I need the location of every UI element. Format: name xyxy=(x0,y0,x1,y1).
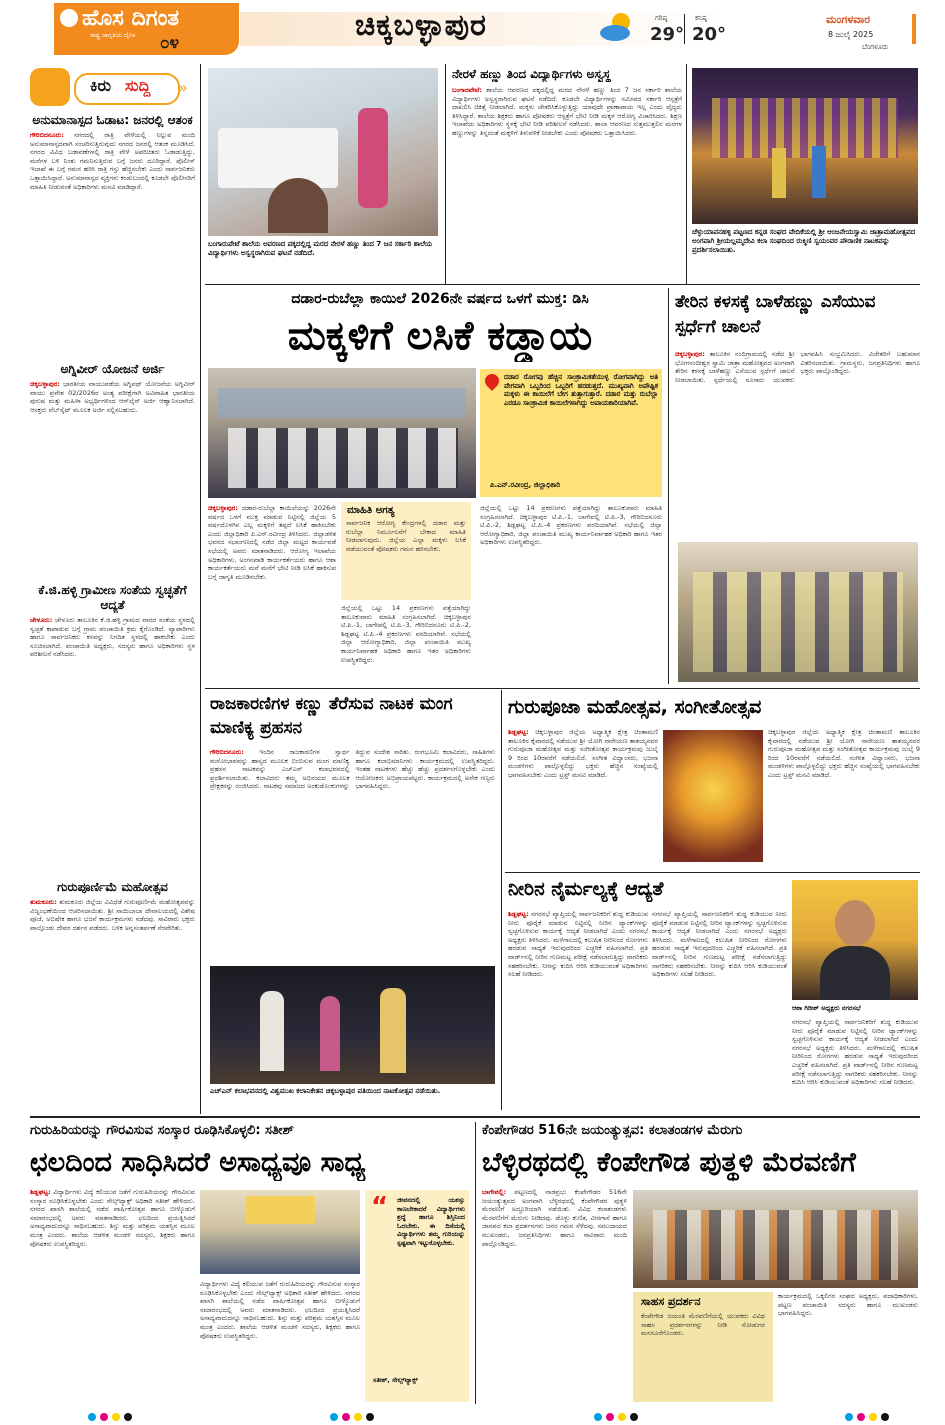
lead-body xyxy=(208,504,336,682)
dateline: ಚಿಕ್ಕಬಳ್ಳಾಪುರ: xyxy=(30,380,60,388)
jamun-story-title: ನೇರಳೆ ಹಣ್ಣು ತಿಂದ ವಿದ್ಯಾರ್ಥಿಗಳು ಅಸ್ವಸ್ಥ xyxy=(452,67,611,81)
jamun-story-body: ಶಾಲೆಯ ಆವರಣದ ಪಕ್ಕದಲ್ಲಿದ್ದ ಮರದ ನೇರಳೆ ಹಣ್ಣು ತಿಂದ 7 ಜನ ಸರ್ಕಾರಿ ಶಾಲೆಯ ವಿದ್ಯಾರ್ಥಿಗಳು ಅಸ್ವಸ್ಥರಾಗಿರುವ ಘಟನೆ ನಡೆದಿದೆ. ಕೂಡಲೇ ವಿದ್ಯಾರ್ಥಿಗಳನ್ನು ಸಮೀಪದ ಸರ್ಕಾರಿ ಆಸ್ಪತ್ರೆಗೆ ದಾಖಲಿಸಿ ಚಿಕಿತ್ಸೆ ನೀಡಲಾಗಿದೆ. ಮಕ್ಕಳು ಚೇತರಿಸಿಕೊಳ್ಳುತ್ತಿದ್ದು ಯಾವುದೇ ಪ್ರಾಣಾಪಾಯ ಇಲ್ಲ ಎಂದು ವೈದ್ಯರು ತಿಳಿಸಿದ್ದಾರೆ. ಶಾಲೆಯ ಶಿಕ್ಷಕರು ಹಾಗೂ ಪೋಷಕರು ಆಸ್ಪತ್ರೆಗೆ ಭೇಟಿ ನೀಡಿ ಮಕ್ಕಳ ಆರೋಗ್ಯ ವಿಚಾರಿಸಿದರು. ಶಿಕ್ಷಣ ಇಲಾಖೆಯ ಅಧಿಕಾರಿಗಳು ಸ್ಥಳಕ್ಕೆ ಭೇಟಿ ನೀಡಿ ಪರಿಶೀಲನೆ ನಡೆಸಿದರು. ಶಾಲಾ ಆವರಣದ ಸುತ್ತಮುತ್ತಲಿನ ಮರಗಳ ಹಣ್ಣುಗಳನ್ನು ತಿನ್ನದಂತೆ ಮಕ್ಕಳಿಗೆ ತಿಳುವಳಿಕೆ ನೀಡಬೇಕು ಎಂದು ಪೋಷಕರು ಒತ್ತಾಯಿಸಿದರು. xyxy=(452,86,682,137)
bottom-right-box xyxy=(633,1292,773,1402)
masthead-edge-bar xyxy=(912,14,916,44)
left-story-2-body: ಭಾರತೀಯ ವಾಯುಪಡೆಯ ಅಗ್ನಿಪಥ್ ಯೋಜನೆಯ ಅಗ್ನಿವೀರ್ ವಾಯು ಪ್ರವೇಶ 02/2026ರ ಅಂತ್ಯ ಪರೀಕ್ಷೆಗಾಗಿ ಅವಿವಾಹಿತ ಭಾರತೀಯ ಪುರುಷ ಮತ್ತು ಮಹಿಳಾ ಅಭ್ಯರ್ಥಿಗಳಿಂದ ಆನ್‌ಲೈನ್ ಅರ್ಜಿ ಆಹ್ವಾನಿಸಲಾಗಿದೆ. ಆಸಕ್ತರು ವೆಬ್‌ಸೈಟ್ ಮೂಲಕ ಅರ್ಜಿ ಸಲ್ಲಿಸಬಹುದು. xyxy=(30,380,195,414)
bottom-right-kicker: ಕೆಂಪೇಗೌಡರ 516ನೇ ಜಯಂತ್ಯುತ್ಸವ: ಕಲಾತಂಡಗಳ ಮೆರುಗು xyxy=(482,1123,743,1138)
info-box-body: ಸಾರ್ವಜನಿಕ ಆರೋಗ್ಯ ಕೇಂದ್ರಗಳಲ್ಲಿ ದಡಾರ ಮತ್ತು ರುಬೆಲ್ಲಾ ನಿರ್ಮೂಲನೆಗೆ ಬೇಕಾದ ಮಾಹಿತಿ ನೀಡಲಾಗುವುದು. ಜಿಲ್ಲೆಯ ಎಲ್ಲಾ ಮಕ್ಕಳು ಲಸಿಕೆ ಪಡೆಯುವಂತೆ ಪೋಷಕರು ಗಮನ ಹರಿಸಬೇಕು. xyxy=(346,519,466,553)
bottom-left-body-2: ವಿದ್ಯಾರ್ಥಿಗಳು ವಿದ್ಯೆ ಕಲಿಯುವ ಜತೆಗೆ ಗುರುಹಿರಿಯರನ್ನು ಗೌರವಿಸುವ ಸಂಸ್ಕಾರ ರೂಢಿಸಿಕೊಳ್ಳಬೇಕು ಎಂದು ಸೇಲ್ಸ್‌ಟ್ಯಾಕ್ಸ್ ಅಧಿಕಾರಿ ಸತೀಶ್ ಹೇಳಿದರು. ನಗರದ ಖಾಸಗಿ ಶಾಲೆಯಲ್ಲಿ ನಡೆದ ವಾರ್ಷಿಕೋತ್ಸವ ಹಾಗೂ ಬೀಳ್ಕೊಡುಗೆ ಸಮಾರಂಭದಲ್ಲಿ ಅವರು ಮಾತನಾಡಿದರು. ಛಲದಿಂದ ಪ್ರಯತ್ನಿಸಿದರೆ ಅಸಾಧ್ಯವಾದುದನ್ನೂ ಸಾಧಿಸಬಹುದು. ಶಿಸ್ತು ಮತ್ತು ಪರಿಶ್ರಮ ಯಶಸ್ಸಿನ ಮೂಲ ಮಂತ್ರ ಎಂದರು. ಶಾಲೆಯ ಆಡಳಿತ ಮಂಡಳಿ ಸದಸ್ಯರು, ಶಿಕ್ಷಕರು ಹಾಗೂ ಪೋಷಕರು ಉಪಸ್ಥಿತರಿದ್ದರು. xyxy=(200,1280,360,1340)
chevron-right-icon: » xyxy=(178,78,188,97)
banana-title: ತೇರಿನ ಕಳಸಕ್ಕೆ ಬಾಳೆಹಣ್ಣು ಎಸೆಯುವ ಸ್ಪರ್ಧೆಗೆ ಚಾಲನೆ xyxy=(675,292,876,337)
kirusuddi-hand-icon xyxy=(30,68,70,106)
weekday: ಮಂಗಳವಾರ xyxy=(826,13,871,26)
lead-kicker: ದಡಾರ-ರುಬೆಲ್ಲಾ ಕಾಯಿಲೆ 2026ನೇ ವರ್ಷದ ಒಳಗೆ ಮುಕ್ತ: ಡಿಸಿ xyxy=(291,291,589,307)
left-story-2 xyxy=(30,362,195,577)
left-story-2-title: ಅಗ್ನಿವೀರ್ ಯೋಜನೆ ಅರ್ಜಿ xyxy=(60,362,165,376)
lead-body-3: ಜಿಲ್ಲೆಯಲ್ಲಿ ಒಟ್ಟು 14 ಪ್ರಕರಣಗಳು ಪತ್ತೆಯಾಗಿದ್ದು ತಾಲೂಕುವಾರು ಮಾಹಿತಿ ಸಂಗ್ರಹಿಸಲಾಗಿದೆ. ಚಿಕ್ಕಬಳ್ಳಾಪುರ ಟಿ.ಪಿ.-1, ಬಾಗೇಪಲ್ಲಿ ಟಿ.ಪಿ.-3, ಗೌರಿಬಿದನೂರು ಟಿ.ಪಿ.-2, ಶಿಡ್ಲಘಟ್ಟ ಟಿ.ಪಿ.-4 ಪ್ರಕರಣಗಳು ವರದಿಯಾಗಿವೆ. ಸಭೆಯಲ್ಲಿ ಜಿಲ್ಲಾ ಆರೋಗ್ಯಾಧಿಕಾರಿ, ಜಿಲ್ಲಾ ಪಂಚಾಯಿತಿ ಮುಖ್ಯ ಕಾರ್ಯನಿರ್ವಾಹಕ ಅಧಿಕಾರಿ ಹಾಗೂ ಇತರ ಅಧಿಕಾರಿಗಳು ಉಪಸ್ಥಿತರಿದ್ದರು. xyxy=(480,504,662,547)
lead-body-text: ದಡಾರ-ರುಬೆಲ್ಲಾ ಕಾಯಿಲೆಯನ್ನು 2026ನೇ ವರ್ಷದ ಒಳಗೆ ಮುಕ್ತ ಮಾಡುವ ನಿಟ್ಟಿನಲ್ಲಿ ಜಿಲ್ಲೆಯ 5 ವರ್ಷದೊಳಗಿನ ಎಲ್ಲ ಮಕ್ಕಳಿಗೆ ತಪ್ಪದೆ ಲಸಿಕೆ ಹಾಕಿಸಬೇಕು ಎಂದು ಜಿಲ್ಲಾಧಿಕಾರಿ ಪಿ.ಎನ್.ರವೀಂದ್ರ ತಿಳಿಸಿದರು. ಜಿಲ್ಲಾಡಳಿತ ಭವನದ ಸಭಾಂಗಣದಲ್ಲಿ ನಡೆದ ಜಿಲ್ಲಾ ಮಟ್ಟದ ಕಾರ್ಯಪಡೆ ಸಭೆಯಲ್ಲಿ ಅವರು ಮಾತನಾಡಿದರು. ಆರೋಗ್ಯ ಇಲಾಖೆಯ ಅಧಿಕಾರಿಗಳು, ಅಂಗನವಾಡಿ ಕಾರ್ಯಕರ್ತೆಯರು ಹಾಗೂ ಆಶಾ ಕಾರ್ಯಕರ್ತೆಯರು ಮನೆ ಮನೆಗೆ ಭೇಟಿ ನೀಡಿ ಲಸಿಕೆ ಹಾಕಿಸುವ ಬಗ್ಗೆ ಜಾಗೃತಿ ಮೂಡಿಸಬೇಕು. xyxy=(208,504,336,581)
left-story-1 xyxy=(30,113,195,360)
dateline: ಬಾಗೇಪಲ್ಲಿ: xyxy=(482,1188,507,1196)
dateline: ತುಮಕೂರು: xyxy=(30,898,57,906)
registration-marks-center xyxy=(330,1406,378,1425)
bottom-left-quote-box xyxy=(365,1190,469,1402)
jamun-story xyxy=(452,66,682,281)
registration-marks-mid xyxy=(594,1406,642,1425)
left-column-divider xyxy=(200,64,201,1114)
page-number: ೦೪ xyxy=(160,33,180,53)
left-story-3-body: ಚೇಳೂರು ತಾಲೂಕಿನ ಕೆ.ಜಿ.ಹಳ್ಳಿ ಗ್ರಾಮದ ವಾರದ ಸಂತೆಯ ಸ್ಥಳದಲ್ಲಿ ಸ್ವಚ್ಛತೆ ಕಾಪಾಡುವ ಬಗ್ಗೆ ಗ್ರಾಮ ಪಂಚಾಯಿತಿ ಕ್ರಮ ಕೈಗೊಂಡಿದೆ. ವ್ಯಾಪಾರಿಗಳು ಹಾಗೂ ಸಾರ್ವಜನಿಕರು ಕಸವನ್ನು ನಿಗದಿತ ಸ್ಥಳದಲ್ಲಿ ಹಾಕಬೇಕು ಎಂದು ಸೂಚಿಸಲಾಗಿದೆ. ಪಂಚಾಯಿತಿ ಅಧ್ಯಕ್ಷರು, ಸದಸ್ಯರು ಹಾಗೂ ಅಧಿಕಾರಿಗಳು ಸ್ಥಳ ಪರಿಶೀಲನೆ ನಡೆಸಿದರು. xyxy=(30,616,195,659)
water-title: ನೀರಿನ ನೈರ್ಮಲ್ಯಕ್ಕೆ ಆದ್ಯತೆ xyxy=(508,878,664,900)
info-box xyxy=(341,502,471,600)
bottom-right-body-text: ಪಟ್ಟಣದಲ್ಲಿ ನಾಡಪ್ರಭು ಕೆಂಪೇಗೌಡರ 516ನೇ ಜಯಂತ್ಯುತ್ಸವದ ಅಂಗವಾಗಿ ಬೆಳ್ಳಿರಥದಲ್ಲಿ ಕೆಂಪೇಗೌಡರ ಪುತ್ಥಳಿ ಮೆರವಣಿಗೆ ಅದ್ದೂರಿಯಾಗಿ ನಡೆಯಿತು. ವಿವಿಧ ಕಲಾತಂಡಗಳು ಮೆರವಣಿಗೆಗೆ ಮೆರುಗು ನೀಡಿದವು. ಡೊಳ್ಳು ಕುಣಿತ, ವೀರಗಾಸೆ ಹಾಗೂ ಜಾನಪದ ಕಲಾ ಪ್ರದರ್ಶನಗಳು ಜನರ ಗಮನ ಸೆಳೆದವು. ಸಮುದಾಯದ ಮುಖಂಡರು, ಜನಪ್ರತಿನಿಧಿಗಳು ಹಾಗೂ ಸಾವಿರಾರು ಮಂದಿ ಪಾಲ್ಗೊಂಡಿದ್ದರು. xyxy=(482,1188,627,1248)
brand-tagline: ರಾಷ್ಟ್ರ ಜಾಗೃತಿಯ ದೈನಿಕ xyxy=(90,32,136,39)
hospital-photo-caption: ಬಂಗಾರುಪೇಟೆ ಶಾಲೆಯ ಅವರಣದ ಪಕ್ಕದಲ್ಲಿದ್ದ ಮರದ ನೇರಳೆ ಹಣ್ಣು ತಿಂದ 7 ಜನ ಸರ್ಕಾರಿ ಶಾಲೆಯ ವಿದ್ಯಾರ್ಥಿಗಳು ಅಸ್ವಸ್ಥರಾಗಿರುವ ಘಟನೆ ನಡೆದಿದೆ. xyxy=(208,240,433,257)
drama-title: ರಾಜಕಾರಣಿಗಳ ಕಣ್ಣು ತೆರೆಸುವ ನಾಟಕ ಮಂಗ ಮಾಣಿಕ್ಯ ಪ್ರಹಸನ xyxy=(210,694,453,738)
temp-divider xyxy=(684,14,685,44)
bottom-left-body-text: ವಿದ್ಯಾರ್ಥಿಗಳು ವಿದ್ಯೆ ಕಲಿಯುವ ಜತೆಗೆ ಗುರುಹಿರಿಯರನ್ನು ಗೌರವಿಸುವ ಸಂಸ್ಕಾರ ರೂಢಿಸಿಕೊಳ್ಳಬೇಕು ಎಂದು ಸೇಲ್ಸ್‌ಟ್ಯಾಕ್ಸ್ ಅಧಿಕಾರಿ ಸತೀಶ್ ಹೇಳಿದರು. ನಗರದ ಖಾಸಗಿ ಶಾಲೆಯಲ್ಲಿ ನಡೆದ ವಾರ್ಷಿಕೋತ್ಸವ ಹಾಗೂ ಬೀಳ್ಕೊಡುಗೆ ಸಮಾರಂಭದಲ್ಲಿ ಅವರು ಮಾತನಾಡಿದರು. ಛಲದಿಂದ ಪ್ರಯತ್ನಿಸಿದರೆ ಅಸಾಧ್ಯವಾದುದನ್ನೂ ಸಾಧಿಸಬಹುದು. ಶಿಸ್ತು ಮತ್ತು ಪರಿಶ್ರಮ ಯಶಸ್ಸಿನ ಮೂಲ ಮಂತ್ರ ಎಂದರು. ಶಾಲೆಯ ಆಡಳಿತ ಮಂಡಳಿ ಸದಸ್ಯರು, ಶಿಕ್ಷಕರು ಹಾಗೂ ಪೋಷಕರು ಉಪಸ್ಥಿತರಿದ್ದರು. xyxy=(30,1188,195,1248)
water-body-3: ನಗರಸಭೆ ವ್ಯಾಪ್ತಿಯಲ್ಲಿ ಸಾರ್ವಜನಿಕರಿಗೆ ಶುದ್ಧ ಕುಡಿಯುವ ನೀರು ಪೂರೈಕೆ ಮಾಡುವ ನಿಟ್ಟಿನಲ್ಲಿ ನೀರಿನ ಟ್ಯಾಂಕ್‌ಗಳನ್ನು ಸ್ವಚ್ಛಗೊಳಿಸುವ ಕಾರ್ಯಕ್ಕೆ ಆದ್ಯತೆ ನೀಡಲಾಗಿದೆ ಎಂದು ನಗರಸಭೆ ಅಧ್ಯಕ್ಷರು ತಿಳಿಸಿದರು. ಮಳೆಗಾಲದಲ್ಲಿ ಕಲುಷಿತ ನೀರಿನಿಂದ ರೋಗಗಳು ಹರಡುವ ಸಾಧ್ಯತೆ ಇರುವುದರಿಂದ ಎಚ್ಚರಿಕೆ ವಹಿಸಲಾಗಿದೆ. ಪ್ರತಿ ವಾರ್ಡ್‌ನಲ್ಲಿ ನೀರಿನ ಗುಣಮಟ್ಟ ಪರೀಕ್ಷೆ ನಡೆಸಲಾಗುತ್ತಿದ್ದು ನಾಗರಿಕರು ಸಹಕರಿಸಬೇಕು. ನೀರನ್ನು ಕುದಿಸಿ ಆರಿಸಿ ಕುಡಿಯುವಂತೆ ಅಧಿಕಾರಿಗಳು ಸಲಹೆ ನೀಡಿದರು. xyxy=(792,1018,918,1087)
dateline: ಗೌರಿಬಿದನೂರು: xyxy=(30,131,64,139)
dateline: ಚೇಳೂರು: xyxy=(30,616,53,624)
drop-icon xyxy=(482,371,502,391)
official-caption: ಆಶಾ ಗಿರೀಶ್ ಅಧ್ಯಕ್ಷರು ನಗರಸಭೆ xyxy=(792,1004,861,1012)
brand-logo-icon xyxy=(60,9,78,27)
banana-body-text: ತಾಲೂಕಿನ ನಂದಿಗ್ರಾಮದಲ್ಲಿ ನಡೆದ ಶ್ರೀ ಭೋಗನಂದೀಶ್ವರ ಸ್ವಾಮಿ ಜಾತ್ರಾ ಮಹೋತ್ಸವದ ಅಂಗವಾಗಿ ತೇರಿನ ಕಳಸಕ್ಕೆ ಬಾಳೆಹಣ್ಣು ಎಸೆಯುವ ಸ್ಪರ್ಧೆಗೆ ಚಾಲನೆ ನೀಡಲಾಯಿತು. ಸ್ಪರ್ಧೆಯಲ್ಲಿ ನೂರಾರು ಯುವಕರು ಭಾಗವಹಿಸಿ ಸಂಭ್ರಮಿಸಿದರು. ವಿಜೇತರಿಗೆ ಬಹುಮಾನ ವಿತರಿಸಲಾಯಿತು. ಗ್ರಾಮಸ್ಥರು, ಜನಪ್ರತಿನಿಧಿಗಳು ಹಾಗೂ ಭಕ್ತರು ಪಾಲ್ಗೊಂಡಿದ್ದರು. xyxy=(675,350,920,384)
hospital-photo xyxy=(208,68,438,236)
bottom-left-quote: ಜೀವನದಲ್ಲಿ ಯಶಸ್ಸು ಕಾಣಬೇಕಾದರೆ ವಿದ್ಯಾರ್ಥಿಗಳು ಶ್ರದ್ಧೆ ಹಾಗೂ ಶಿಸ್ತಿನಿಂದ ಓದಬೇಕು. ಈ ದಿಸೆಯಲ್ಲಿ ವಿದ್ಯಾರ್ಥಿಗಳು ತಮ್ಮ ಗುರಿಯನ್ನು ಸ್ಪಷ್ಟವಾಗಿ ಇಟ್ಟುಕೊಳ್ಳಬೇಕು. xyxy=(397,1196,465,1247)
drama-caption: ಎಚ್‌ಎನ್ ಕಲಾಭವನದಲ್ಲಿ ವಿಶ್ವಮುಖ ಕಲಾನಿಕೇತನ ಚಿಕ್ಕಬಳ್ಳಾಪುರ ವತಿಯಿಂದ ನಾಟಕೋತ್ಸವ ನಡೆಯಿತು. xyxy=(210,1087,441,1095)
annual-day-photo xyxy=(200,1190,360,1274)
bottom-left-kicker: ಗುರುಹಿರಿಯರನ್ನು ಗೌರವಿಸುವ ಸಂಸ್ಕಾರ ರೂಢಿಸಿಕೊಳ್ಳಲಿ: ಸತೀಶ್ xyxy=(30,1123,294,1138)
dateline: ಶಿಡ್ಲಘಟ್ಟ: xyxy=(508,910,529,918)
left-story-4 xyxy=(30,880,195,1110)
water-body xyxy=(508,910,648,1110)
kirusuddi-label-b: ಸುದ್ದಿ xyxy=(125,76,151,95)
bottom-left-quote-author: ಸತೀಶ್, ಸೇಲ್ಸ್‌ಟ್ಯಾಕ್ಸ್ xyxy=(373,1376,418,1384)
max-temp: 29° xyxy=(650,24,685,45)
dateline: ಗೌರಿಬಿದನೂರು: xyxy=(210,748,244,756)
max-temp-label: ಗರಿಷ್ಠ xyxy=(655,14,668,22)
lead-headline: ಮಕ್ಕಳಿಗೆ ಲಸಿಕೆ ಕಡ್ಡಾಯ xyxy=(287,313,593,359)
water-body-text: ನಗರಸಭೆ ವ್ಯಾಪ್ತಿಯಲ್ಲಿ ಸಾರ್ವಜನಿಕರಿಗೆ ಶುದ್ಧ ಕುಡಿಯುವ ನೀರು ಪೂರೈಕೆ ಮಾಡುವ ನಿಟ್ಟಿನಲ್ಲಿ ನೀರಿನ ಟ್ಯಾಂಕ್‌ಗಳನ್ನು ಸ್ವಚ್ಛಗೊಳಿಸುವ ಕಾರ್ಯಕ್ಕೆ ಆದ್ಯತೆ ನೀಡಲಾಗಿದೆ ಎಂದು ನಗರಸಭೆ ಅಧ್ಯಕ್ಷರು ತಿಳಿಸಿದರು. ಮಳೆಗಾಲದಲ್ಲಿ ಕಲುಷಿತ ನೀರಿನಿಂದ ರೋಗಗಳು ಹರಡುವ ಸಾಧ್ಯತೆ ಇರುವುದರಿಂದ ಎಚ್ಚರಿಕೆ ವಹಿಸಲಾಗಿದೆ. ಪ್ರತಿ ವಾರ್ಡ್‌ನಲ್ಲಿ ನೀರಿನ ಗುಣಮಟ್ಟ ಪರೀಕ್ಷೆ ನಡೆಸಲಾಗುತ್ತಿದ್ದು ನಾಗರಿಕರು ಸಹಕರಿಸಬೇಕು. ನೀರನ್ನು ಕುದಿಸಿ ಆರಿಸಿ ಕುಡಿಯುವಂತೆ ಅಧಿಕಾರಿಗಳು ಸಲಹೆ ನೀಡಿದರು. xyxy=(508,910,648,979)
weather-icon xyxy=(597,10,637,44)
min-temp: 20° xyxy=(692,24,727,45)
banana-photo xyxy=(678,542,918,682)
stage-play-photo xyxy=(692,68,918,224)
city-name: ಬೆಂಗಳೂರು xyxy=(862,43,889,51)
left-story-1-body: ನಗರದಲ್ಲಿ ರಾತ್ರಿ ವೇಳೆಯಲ್ಲಿ ನಿಲ್ಲುವ ಮಂದಿ ಅನುಮಾನಾಸ್ಪದವಾಗಿ ಸಂಚರಿಸುತ್ತಿರುವುದು ನಗರದ ಜನರಲ್ಲಿ ಆತಂಕ ಮೂಡಿಸಿದೆ. ನಗರದ ವಿವಿಧ ಬಡಾವಣೆಗಳಲ್ಲಿ ರಾತ್ರಿ ವೇಳೆ ಅಪರಿಚಿತರು ಓಡಾಡುತ್ತಿದ್ದು, ಮನೆಗಳ ಬಳಿ ನಿಂತು ಗಮನಿಸುತ್ತಿರುವ ಬಗ್ಗೆ ಜನರು ದೂರಿದ್ದಾರೆ. ಪೊಲೀಸ್ ಇಲಾಖೆ ಈ ಬಗ್ಗೆ ಗಮನ ಹರಿಸಿ ರಾತ್ರಿ ಗಸ್ತು ಹೆಚ್ಚಿಸಬೇಕು ಎಂದು ಸಾರ್ವಜನಿಕರು ಒತ್ತಾಯಿಸಿದ್ದಾರೆ. ಅನುಮಾನಾಸ್ಪದ ವ್ಯಕ್ತಿಗಳು ಕಂಡುಬಂದಲ್ಲಿ ಕೂಡಲೇ ಪೊಲೀಸರಿಗೆ ಮಾಹಿತಿ ನೀಡುವಂತೆ ಅಧಿಕಾರಿಗಳು ಮನವಿ ಮಾಡಿದ್ದಾರೆ. xyxy=(30,131,195,191)
left-story-3-title: ಕೆ.ಜಿ.ಹಳ್ಳಿ ಗ್ರಾಮೀಣ ಸಂತೆಯ ಸ್ವಚ್ಛತೆಗೆ ಆದ್ಯತೆ xyxy=(38,583,187,612)
lead-body-2: ಜಿಲ್ಲೆಯಲ್ಲಿ ಒಟ್ಟು 14 ಪ್ರಕರಣಗಳು ಪತ್ತೆಯಾಗಿದ್ದು ತಾಲೂಕುವಾರು ಮಾಹಿತಿ ಸಂಗ್ರಹಿಸಲಾಗಿದೆ. ಚಿಕ್ಕಬಳ್ಳಾಪುರ ಟಿ.ಪಿ.-1, ಬಾಗೇಪಲ್ಲಿ ಟಿ.ಪಿ.-3, ಗೌರಿಬಿದನೂರು ಟಿ.ಪಿ.-2, ಶಿಡ್ಲಘಟ್ಟ ಟಿ.ಪಿ.-4 ಪ್ರಕರಣಗಳು ವರದಿಯಾಗಿವೆ. ಸಭೆಯಲ್ಲಿ ಜಿಲ್ಲಾ ಆರೋಗ್ಯಾಧಿಕಾರಿ, ಜಿಲ್ಲಾ ಪಂಚಾಯಿತಿ ಮುಖ್ಯ ಕಾರ್ಯನಿರ್ವಾಹಕ ಅಧಿಕಾರಿ ಹಾಗೂ ಇತರ ಅಧಿಕಾರಿಗಳು ಉಪಸ್ಥಿತರಿದ್ದರು. xyxy=(341,604,471,664)
dateline: ಬಂಗಾರಪೇಟೆ: xyxy=(452,86,482,94)
water-body-2: ನಗರಸಭೆ ವ್ಯಾಪ್ತಿಯಲ್ಲಿ ಸಾರ್ವಜನಿಕರಿಗೆ ಶುದ್ಧ ಕುಡಿಯುವ ನೀರು ಪೂರೈಕೆ ಮಾಡುವ ನಿಟ್ಟಿನಲ್ಲಿ ನೀರಿನ ಟ್ಯಾಂಕ್‌ಗಳನ್ನು ಸ್ವಚ್ಛಗೊಳಿಸುವ ಕಾರ್ಯಕ್ಕೆ ಆದ್ಯತೆ ನೀಡಲಾಗಿದೆ ಎಂದು ನಗರಸಭೆ ಅಧ್ಯಕ್ಷರು ತಿಳಿಸಿದರು. ಮಳೆಗಾಲದಲ್ಲಿ ಕಲುಷಿತ ನೀರಿನಿಂದ ರೋಗಗಳು ಹರಡುವ ಸಾಧ್ಯತೆ ಇರುವುದರಿಂದ ಎಚ್ಚರಿಕೆ ವಹಿಸಲಾಗಿದೆ. ಪ್ರತಿ ವಾರ್ಡ್‌ನಲ್ಲಿ ನೀರಿನ ಗುಣಮಟ್ಟ ಪರೀಕ್ಷೆ ನಡೆಸಲಾಗುತ್ತಿದ್ದು ನಾಗರಿಕರು ಸಹಕರಿಸಬೇಕು. ನೀರನ್ನು ಕುದಿಸಿ ಆರಿಸಿ ಕುಡಿಯುವಂತೆ ಅಧಿಕಾರಿಗಳು ಸಲಹೆ ನೀಡಿದರು. xyxy=(652,910,787,979)
guru-body-2: ಚಿಕ್ಕಬಳ್ಳಾಪುರ ಜಿಲ್ಲೆಯ ಅಧ್ಯಾತ್ಮಿಕ ಕ್ಷೇತ್ರ ಚಿಂತಾಮಣಿ ತಾಲೂಕಿನ ಕೈವಾರದಲ್ಲಿ ನಡೆಯುವ ಶ್ರೀ ಯೋಗಿ ನಾರೇಯಣ ತಾತಯ್ಯನವರ ಗುರುಪೂಜಾ ಮಹೋತ್ಸವ ಮತ್ತು ಸಂಗೀತೋತ್ಸವ ಕಾರ್ಯಕ್ರಮವು ಜುಲೈ 9 ರಿಂದ 10ರವರೆಗೆ ನಡೆಯಲಿದೆ. ಸಂಗೀತ ವಿದ್ವಾಂಸರು, ಭಜನಾ ಮಂಡಳಿಗಳು ಪಾಲ್ಗೊಳ್ಳಲಿದ್ದು ಭಕ್ತರು ಹೆಚ್ಚಿನ ಸಂಖ್ಯೆಯಲ್ಲಿ ಭಾಗವಹಿಸಬೇಕು ಎಂದು ಟ್ರಸ್ಟ್ ಮನವಿ ಮಾಡಿದೆ. xyxy=(768,728,920,779)
deity-photo xyxy=(663,730,763,862)
dateline: ಶಿಡ್ಲಘಟ್ಟ: xyxy=(508,728,529,736)
dateline: ಚಿಕ್ಕಬಳ್ಳಾಪುರ: xyxy=(675,350,705,358)
min-temp-label: ಕನಿಷ್ಠ xyxy=(695,14,707,22)
procession-photo xyxy=(633,1190,918,1288)
lead-quote: ದಡಾರ ರೋಗವು ಹೆಚ್ಚಿನ ಸಾಂಕ್ರಾಮಿಕತೆಯುಳ್ಳ ರೋಗವಾಗಿದ್ದು ಅತಿ ವೇಗವಾಗಿ ಒಬ್ಬರಿಂದ ಒಬ್ಬರಿಗೆ ಹರಡುತ್ತದೆ. ಮುಖ್ಯವಾಗಿ ಅಪೌಷ್ಟಿಕ ಮಕ್ಕಳು ಈ ಕಾಯಿಲೆಗೆ ಬೇಗ ತುತ್ತಾಗುತ್ತಾರೆ. ದಡಾರ ಮತ್ತು ರುಬೆಲ್ಲಾ ಎರಡೂ ಸಾಂಕ್ರಾಮಿಕ ಕಾಯಿಲೆಗಳಾಗಿದ್ದು ಅಪಾಯಕಾರಿಯಾಗಿವೆ. xyxy=(504,373,658,407)
left-story-3 xyxy=(30,583,195,873)
drama-photo xyxy=(210,966,495,1084)
banana-body xyxy=(675,350,920,540)
left-story-4-title: ಗುರುಪೂರ್ಣಿಮೆ ಮಹೋತ್ಸವ xyxy=(57,880,168,894)
drama-body xyxy=(210,748,495,960)
registration-marks-right xyxy=(845,1406,893,1425)
stage-play-caption: ಚೆಳ್ಳುಯಾಪನಹಳ್ಳಿ ಪಟ್ಟಣದ ಕನ್ನಡ ಸಂಘದ ವೇದಿಕೆಯಲ್ಲಿ ಶ್ರೀ ಆಂಜನೇಯಸ್ವಾಮಿ ಜಾತ್ರಾಮಹೋತ್ಸವದ ಅಂಗವಾಗಿ ಶ್ರೀಯಲ್ಲಮ್ಮದೇವಿ ಕಲಾ ಸಂಘದಿಂದ ರುಕ್ಮಿಣಿ ಸ್ವಯಂವರ ಪೌರಾಣಿಕ ನಾಟಕವನ್ನು ಪ್ರದರ್ಶಿಸಲಾಯಿತು. xyxy=(692,228,916,254)
bottom-right-body-2: ಕಾರ್ಯಕ್ರಮದಲ್ಲಿ ಒಕ್ಕಲಿಗರ ಸಂಘದ ಅಧ್ಯಕ್ಷರು, ಪದಾಧಿಕಾರಿಗಳು, ಪಟ್ಟಣ ಪಂಚಾಯಿತಿ ಸದಸ್ಯರು ಹಾಗೂ ಮುಖಂಡರು ಭಾಗವಹಿಸಿದ್ದರು. xyxy=(778,1292,918,1318)
bottom-right-body xyxy=(482,1188,627,1402)
issue-date: 8 ಜುಲೈ 2025 xyxy=(828,30,874,39)
dateline: ಚಿಕ್ಕಬಳ್ಳಾಪುರ: xyxy=(208,504,238,512)
guru-body xyxy=(508,728,658,868)
lead-quote-box xyxy=(480,369,662,497)
official-portrait xyxy=(792,880,918,1000)
district-title: ಚಿಕ್ಕಬಳ್ಳಾಪುರ xyxy=(355,8,487,43)
masthead xyxy=(0,0,945,58)
info-box-title: ಮಾಹಿತಿ ಅಗತ್ಯ xyxy=(347,505,395,516)
left-story-4-body: ತುಮಕೂರು ಜಿಲ್ಲೆಯ ವಿವಿಧೆಡೆ ಗುರುಪೂರ್ಣಿಮೆ ಮಹೋತ್ಸವವನ್ನು ವಿಜೃಂಭಣೆಯಿಂದ ಆಚರಿಸಲಾಯಿತು. ಶ್ರೀ ಸಾಯಿಬಾಬಾ ದೇವಾಲಯದಲ್ಲಿ ವಿಶೇಷ ಪೂಜೆ, ಅಭಿಷೇಕ ಹಾಗೂ ಭಜನೆ ಕಾರ್ಯಕ್ರಮಗಳು ನಡೆದವು. ಸಾವಿರಾರು ಭಕ್ತರು ಪಾಲ್ಗೊಂಡು ದೇವರ ದರ್ಶನ ಪಡೆದರು. ಬಳಿಕ ಅನ್ನಸಂತರ್ಪಣೆ ನೆರವೇರಿತು. xyxy=(30,898,195,932)
bottom-right-box-body: ಕೆಂಪೇಗೌಡ ಜಯಂತಿ ಮೆರವಣಿಗೆಯಲ್ಲಿ ಯುವಕರು ವಿವಿಧ ಸಾಹಸ ಪ್ರದರ್ಶನಗಳನ್ನು ನೀಡಿ ನೋಡುಗರ ಮನಸೂರೆಗೊಂಡರು. xyxy=(641,1312,765,1338)
guru-title: ಗುರುಪೂಜಾ ಮಹೋತ್ಸವ, ಸಂಗೀತೋತ್ಸವ xyxy=(508,696,762,718)
bottom-left-headline: ಛಲದಿಂದ ಸಾಧಿಸಿದರೆ ಅಸಾಧ್ಯವೂ ಸಾಧ್ಯ xyxy=(30,1147,366,1178)
lead-quote-author: ಪಿ.ಎನ್.ರವೀಂದ್ರ, ಜಿಲ್ಲಾಧಿಕಾರಿ xyxy=(490,481,561,489)
bottom-right-headline: ಬೆಳ್ಳಿರಥದಲ್ಲಿ ಕೆಂಪೇಗೌಡ ಪುತ್ಥಳಿ ಮೆರವಣಿಗೆ xyxy=(482,1147,856,1178)
dateline: ಶಿಡ್ಲಘಟ್ಟ: xyxy=(30,1188,51,1196)
brand-name: ಹೊಸ ದಿಗಂತ xyxy=(82,5,180,31)
lead-photo xyxy=(208,368,476,498)
left-story-1-title: ಅನುಮಾನಾಸ್ಪದ ಓಡಾಟ: ಜನರಲ್ಲಿ ಆತಂಕ xyxy=(32,113,193,127)
quote-mark-icon: “ xyxy=(371,1192,389,1222)
kirusuddi-badge xyxy=(30,66,190,108)
registration-marks-left xyxy=(88,1406,136,1425)
kirusuddi-label-a: ಕಿರು xyxy=(90,76,112,95)
drama-body-text: ಇಂದಿನ ರಾಜಕಾರಣಿಗಳ ಸ್ವಾರ್ಥ ಮನೋಭಾವವನ್ನು ಹಾಸ್ಯದ ಮೂಲಕ ಬಿಂಬಿಸುವ ಮಂಗ ಮಾಣಿಕ್ಯ ಪ್ರಹಸನ ನಾಟಕವನ್ನು ಎಚ್‌ಎನ್ ಕಲಾಭವನದಲ್ಲಿ ಪ್ರದರ್ಶಿಸಲಾಯಿತು. ಕಲಾವಿದರು ತಮ್ಮ ಅಭಿನಯದ ಮೂಲಕ ಪ್ರೇಕ್ಷಕರನ್ನು ರಂಜಿಸಿದರು. ನಾಟಕವು ಸಮಾಜದ ಅಂಕುಡೊಂಕುಗಳನ್ನು ತಿದ್ದುವ ಸಂದೇಶ ಸಾರಿತು. ರಂಗಭೂಮಿ ಕಲಾವಿದರು, ಸಾಹಿತಿಗಳು ಹಾಗೂ ಕಲಾಭಿಮಾನಿಗಳು ಕಾರ್ಯಕ್ರಮದಲ್ಲಿ ಉಪಸ್ಥಿತರಿದ್ದರು. ಇಂತಹ ನಾಟಕಗಳು ಹೆಚ್ಚು ಹೆಚ್ಚು ಪ್ರದರ್ಶನಗೊಳ್ಳಬೇಕು ಎಂದು ಆಯೋಜಕರು ಅಭಿಪ್ರಾಯಪಟ್ಟರು. ಕಾರ್ಯಕ್ರಮದಲ್ಲಿ ಅನೇಕ ಗಣ್ಯರು ಭಾಗವಹಿಸಿದ್ದರು. xyxy=(210,748,495,791)
guru-body-text: ಚಿಕ್ಕಬಳ್ಳಾಪುರ ಜಿಲ್ಲೆಯ ಅಧ್ಯಾತ್ಮಿಕ ಕ್ಷೇತ್ರ ಚಿಂತಾಮಣಿ ತಾಲೂಕಿನ ಕೈವಾರದಲ್ಲಿ ನಡೆಯುವ ಶ್ರೀ ಯೋಗಿ ನಾರೇಯಣ ತಾತಯ್ಯನವರ ಗುರುಪೂಜಾ ಮಹೋತ್ಸವ ಮತ್ತು ಸಂಗೀತೋತ್ಸವ ಕಾರ್ಯಕ್ರಮವು ಜುಲೈ 9 ರಿಂದ 10ರವರೆಗೆ ನಡೆಯಲಿದೆ. ಸಂಗೀತ ವಿದ್ವಾಂಸರು, ಭಜನಾ ಮಂಡಳಿಗಳು ಪಾಲ್ಗೊಳ್ಳಲಿದ್ದು ಭಕ್ತರು ಹೆಚ್ಚಿನ ಸಂಖ್ಯೆಯಲ್ಲಿ ಭಾಗವಹಿಸಬೇಕು ಎಂದು ಟ್ರಸ್ಟ್ ಮನವಿ ಮಾಡಿದೆ. xyxy=(508,728,658,779)
bottom-left-body xyxy=(30,1188,195,1402)
bottom-right-box-title: ಸಾಹಸ ಪ್ರದರ್ಶನ xyxy=(641,1295,701,1308)
